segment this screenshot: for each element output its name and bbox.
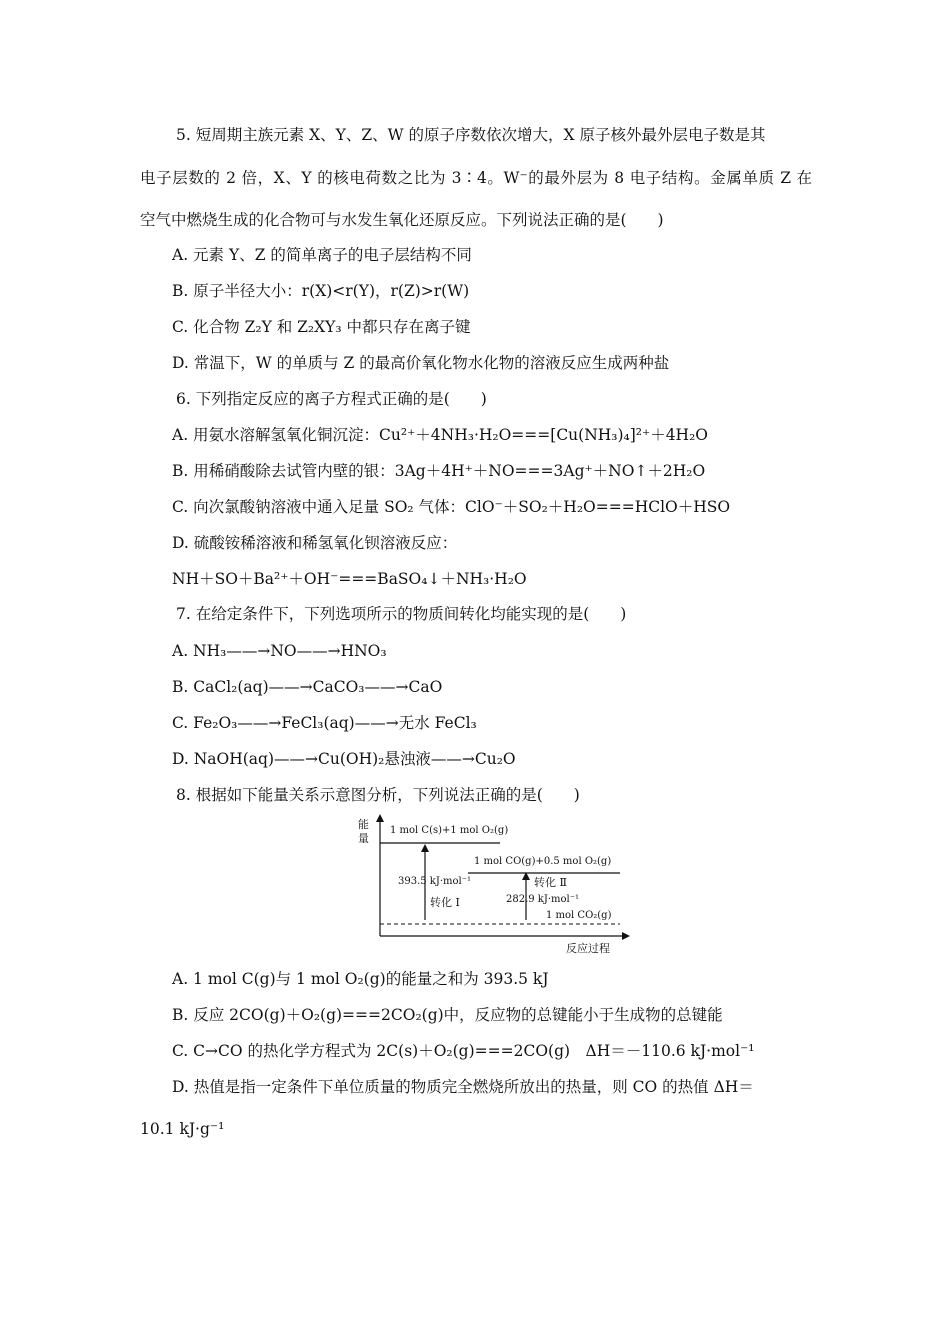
q6-option-c: C. 向次氯酸钠溶液中通入足量 SO₂ 气体：ClO⁻＋SO₂＋H₂O===HClO＋HSO — [172, 498, 731, 516]
conversion-2-value: 282.9 kJ·mol⁻¹ — [506, 894, 580, 905]
y-axis-label — [358, 817, 373, 845]
conversion-1-label: 转化 Ⅰ — [430, 896, 460, 909]
x-axis-label: 反应过程 — [566, 942, 610, 955]
energy-diagram — [350, 812, 630, 957]
conversion-1-value: 393.5 kJ·mol⁻¹ — [398, 876, 472, 887]
q7-option-d: D. NaOH(aq)——→Cu(OH)₂悬浊液——→Cu₂O — [172, 750, 516, 768]
q7-option-c: C. Fe₂O₃——→FeCl₃(aq)——→无水 FeCl₃ — [172, 714, 477, 732]
q5-option-d: D. 常温下，W 的单质与 Z 的最高价氧化物水化物的溶液反应生成两种盐 — [172, 354, 670, 372]
q5-option-c: C. 化合物 Z₂Y 和 Z₂XY₃ 中都只存在离子键 — [172, 318, 471, 336]
q6-stem: 6. 下列指定反应的离子方程式正确的是( ) — [176, 390, 487, 408]
level-mid-label: 1 mol CO(g)+0.5 mol O₂(g) — [474, 856, 612, 867]
q7-option-b: B. CaCl₂(aq)——→CaCO₃——→CaO — [172, 678, 443, 696]
q5-stem-line-1: 5. 短周期主族元素 X、Y、Z、W 的原子序数依次增大，X 原子核外最外层电子数是其 — [176, 126, 766, 144]
q8-option-d: D. 热值是指一定条件下单位质量的物质完全燃烧所放出的热量，则 CO 的热值 ΔH＝ — [172, 1078, 754, 1096]
q5-stem-line-2: 电子层数的 2 倍，X、Y 的核电荷数之比为 3∶4。W⁻的最外层为 8 电子结构。金属单质 Z 在 — [140, 169, 812, 187]
q8-stem: 8. 根据如下能量关系示意图分析，下列说法正确的是( ) — [176, 786, 580, 804]
q6-option-b: B. 用稀硝酸除去试管内壁的银：3Ag＋4H⁺＋NO===3Ag⁺＋NO↑＋2H₂O — [172, 462, 706, 480]
level-bottom-label: 1 mol CO₂(g) — [546, 910, 612, 921]
q8-option-a: A. 1 mol C(g)与 1 mol O₂(g)的能量之和为 393.5 kJ — [172, 970, 549, 988]
conversion-2-label: 转化 Ⅱ — [534, 876, 567, 889]
level-top-label: 1 mol C(s)+1 mol O₂(g) — [390, 825, 509, 836]
q5-stem-line-3: 空气中燃烧生成的化合物可与水发生氧化还原反应。下列说法正确的是( ) — [140, 211, 664, 229]
y-axis-label-char-1: 能 — [358, 818, 369, 831]
q5-option-b: B. 原子半径大小：r(X)<r(Y)，r(Z)>r(W) — [172, 282, 470, 300]
q5-option-a: A. 元素 Y、Z 的简单离子的电子层结构不同 — [172, 246, 472, 264]
y-axis-label-char-2: 量 — [358, 832, 369, 845]
q8-option-b: B. 反应 2CO(g)＋O₂(g)===2CO₂(g)中，反应物的总键能小于生成物的总键能 — [172, 1006, 723, 1024]
q8-option-d-continuation: 10.1 kJ·g⁻¹ — [140, 1120, 225, 1138]
q7-stem: 7. 在给定条件下，下列选项所示的物质间转化均能实现的是( ) — [176, 605, 627, 623]
q7-option-a: A. NH₃——→NO——→HNO₃ — [172, 642, 387, 660]
q6-option-d: D. 硫酸铵稀溶液和稀氢氧化钡溶液反应： — [172, 534, 458, 552]
q6-option-d-equation: NH＋SO＋Ba²⁺＋OH⁻===BaSO₄↓＋NH₃·H₂O — [172, 570, 527, 588]
q8-option-c: C. C→CO 的热化学方程式为 2C(s)＋O₂(g)===2CO(g) ΔH＝－110.6 kJ·mol⁻¹ — [172, 1042, 755, 1060]
q6-option-a: A. 用氨水溶解氢氧化铜沉淀：Cu²⁺＋4NH₃·H₂O===[Cu(NH₃)₄]²⁺＋4H₂O — [172, 426, 708, 444]
